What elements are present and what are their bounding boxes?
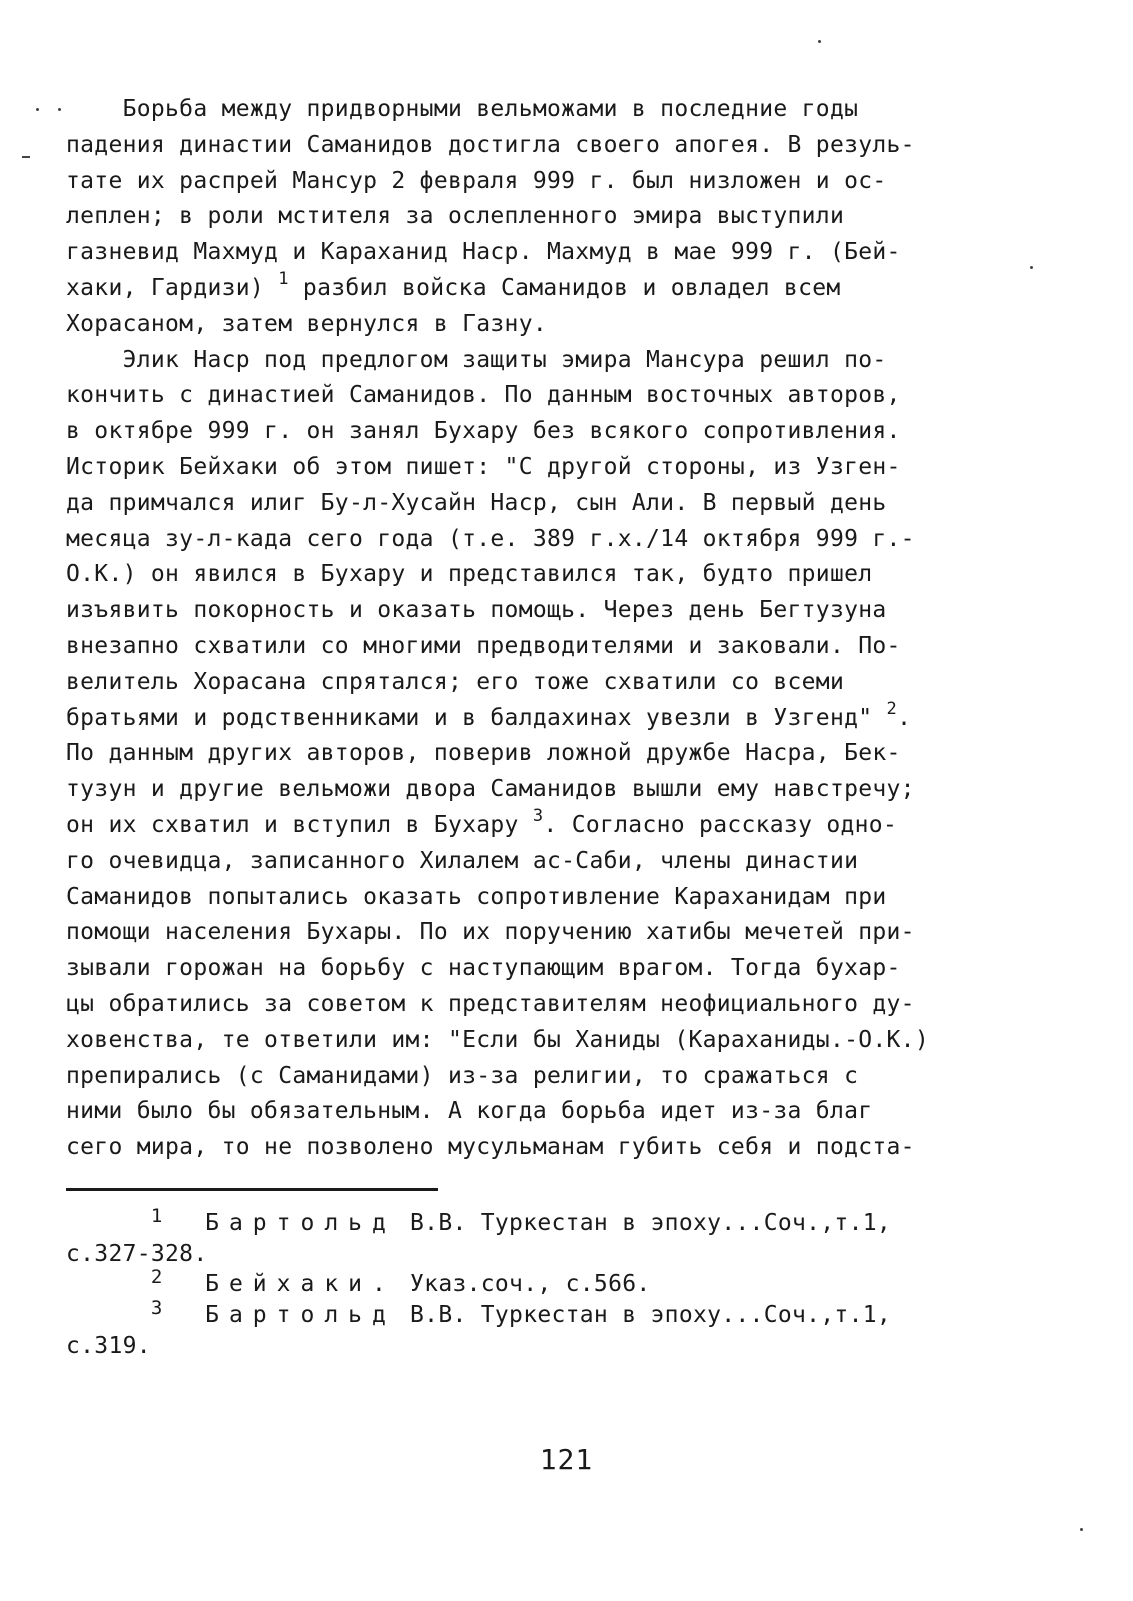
text-line: газневид Махмуд и Караханид Наср. Махмуд в мае 999 г. (Бей- [66,239,901,266]
footnote-number: 3 [150,1297,163,1319]
scan-speck [1080,1528,1083,1531]
text-line: Саманидов попытались оказать сопротивление Караханидам при [66,883,887,910]
text-line [66,268,1056,307]
main-text [66,92,1056,1166]
text-line: тате их распрей Мансур 2 февраля 999 г. был низложен и ос- [66,167,887,194]
text-fragment: хаки, Гардизи) [66,274,265,301]
scan-speck [818,40,821,43]
text-line: ними было бы обязательным. А когда борьба идет из-за благ [66,1098,873,1125]
footnote-ref-3: 3 [532,805,544,826]
text-line: Историк Бейхаки об этом пишет: "С другой стороны, из Узген- [66,453,901,480]
text-line: Борьба между придворными вельможами в последние годы [66,96,859,122]
text-line: Хорасаном, затем вернулся в Газну. [66,310,548,337]
page-number: 121 [539,1443,594,1476]
text-line: изъявить покорность и оказать помощь. Через день Бегтузуна [66,597,887,624]
text-line: помощи населения Бухары. По их поручению хатибы мечетей при- [66,919,915,946]
footnote-author: Бартольд [205,1302,396,1328]
text-line: месяца зу-л-када сего года (т.е. 389 г.х./14 октября 999 г.- [66,525,915,552]
footnote-text: В.В. Туркестан в эпоху...Соч.,т.1, [395,1210,892,1236]
text-fragment: . Согласно рассказу одно- [543,811,898,838]
text-line: велитель Хорасана спрятался; его тоже схватили со всеми [66,668,845,695]
text-line: зывали горожан на борьбу с наступающим врагом. Тогда бухар- [66,955,901,982]
footnote-text: В.В. Туркестан в эпоху...Соч.,т.1, [395,1302,892,1328]
text-line: леплен; в роли мстителя за ослепленного эмира выступили [66,203,845,230]
text-fragment: братьями и родственниками и в балдахинах увезли в Узгенд" [66,704,873,731]
footnote-number: 1 [150,1205,163,1227]
scan-speck [36,108,39,111]
text-line: падения династии Саманидов достигла своего апогея. В резуль- [66,131,915,158]
text-fragment: . [897,704,912,731]
text-line: кончить с династией Саманидов. По данным восточных авторов, [66,382,901,409]
text-line: цы обратились за советом к представителям неофициального ду- [66,990,915,1017]
text-line: тузун и другие вельможи двора Саманидов вышли ему навстречу; [66,776,915,803]
footnote-ref-2: 2 [886,698,898,719]
footnote-ref-1: 1 [278,268,289,289]
scan-speck [22,156,30,158]
text-line: ховенства, те ответили им: "Если бы Ханиды (Караханиды.-О.К.) [66,1026,929,1053]
text-line: сего мира, то не позволено мусульманам губить себя и подста- [66,1134,915,1161]
footnotes [66,1205,1056,1361]
scan-speck [58,108,61,111]
footnote [66,1266,1056,1300]
text-line: препирались (с Саманидами) из-за религии, то сражаться с [66,1062,859,1089]
footnote-author: Бартольд [205,1210,396,1236]
text-line: По данным других авторов, поверив ложной дружбе Насра, Бек- [66,740,901,767]
footnote-continuation: с.327-328. [66,1241,208,1267]
footnote-author: Бейхаки. [205,1271,396,1297]
text-fragment: разбил войска Саманидов и овладел всем [302,274,841,301]
footnote-divider [66,1188,438,1191]
footnote-number: 2 [150,1266,163,1288]
text-line: в октябре 999 г. он занял Бухару без всякого сопротивления. [66,418,901,445]
footnote-continuation: с.319. [66,1333,151,1359]
text-line [66,805,1056,844]
text-line: Элик Наср под предлогом защиты эмира Мансура решил по- [66,346,887,373]
footnote-text: Указ.соч., с.566. [395,1271,651,1297]
footnote [66,1205,1056,1239]
text-line [66,698,1056,737]
footnote [66,1297,1056,1331]
text-line: да примчался илиг Бу-л-Хусайн Наср, сын Али. В первый день [66,489,887,516]
text-fragment: он их схватил и вступил в Бухару [66,811,519,838]
text-line: О.К.) он явился в Бухару и представился так, будто пришел [66,561,873,588]
text-line: го очевидца, записанного Хилалем ас-Саби, члены династии [66,847,859,874]
text-line: внезапно схватили со многими предводителями и заковали. По- [66,632,901,659]
